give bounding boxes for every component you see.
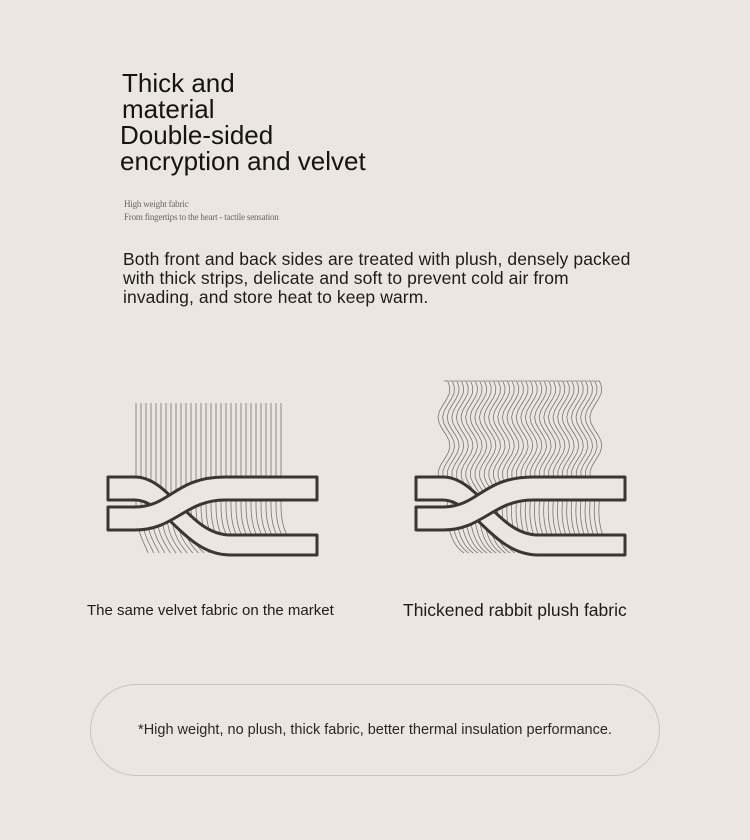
heading [120,70,540,174]
fiber-line [156,403,170,553]
fiber-line [590,381,616,553]
heading-line-2: material [122,94,215,124]
subtitle [124,198,279,224]
fiber-line [585,381,611,553]
straight-fiber-weave-icon [100,395,325,570]
heading-line-3: Double-sided [120,120,274,150]
right-caption: Thickened rabbit plush fabric [403,600,627,620]
wavy-fiber-weave-icon [408,375,633,570]
note-text: *High weight, no plush, thick fabric, better thermal insulation performance. [138,722,612,738]
heading-line-1: Thick and [122,68,235,98]
note-box [90,684,660,776]
heading-line-4: encryption and velvet [120,146,366,176]
fiber-line [146,403,159,553]
subtitle-line-2: From fingertips to the heart - tactile sensation [124,212,279,222]
fiber-line [151,403,165,553]
subtitle-line-1: High weight fabric [124,199,189,209]
fiber-line [161,403,176,553]
description: Both front and back sides are treated with plush, densely packed with thick strips, delicate and soft to prevent cold air from invading, and store heat to keep warm. [123,249,631,307]
left-caption: The same velvet fabric on the market [87,602,334,619]
